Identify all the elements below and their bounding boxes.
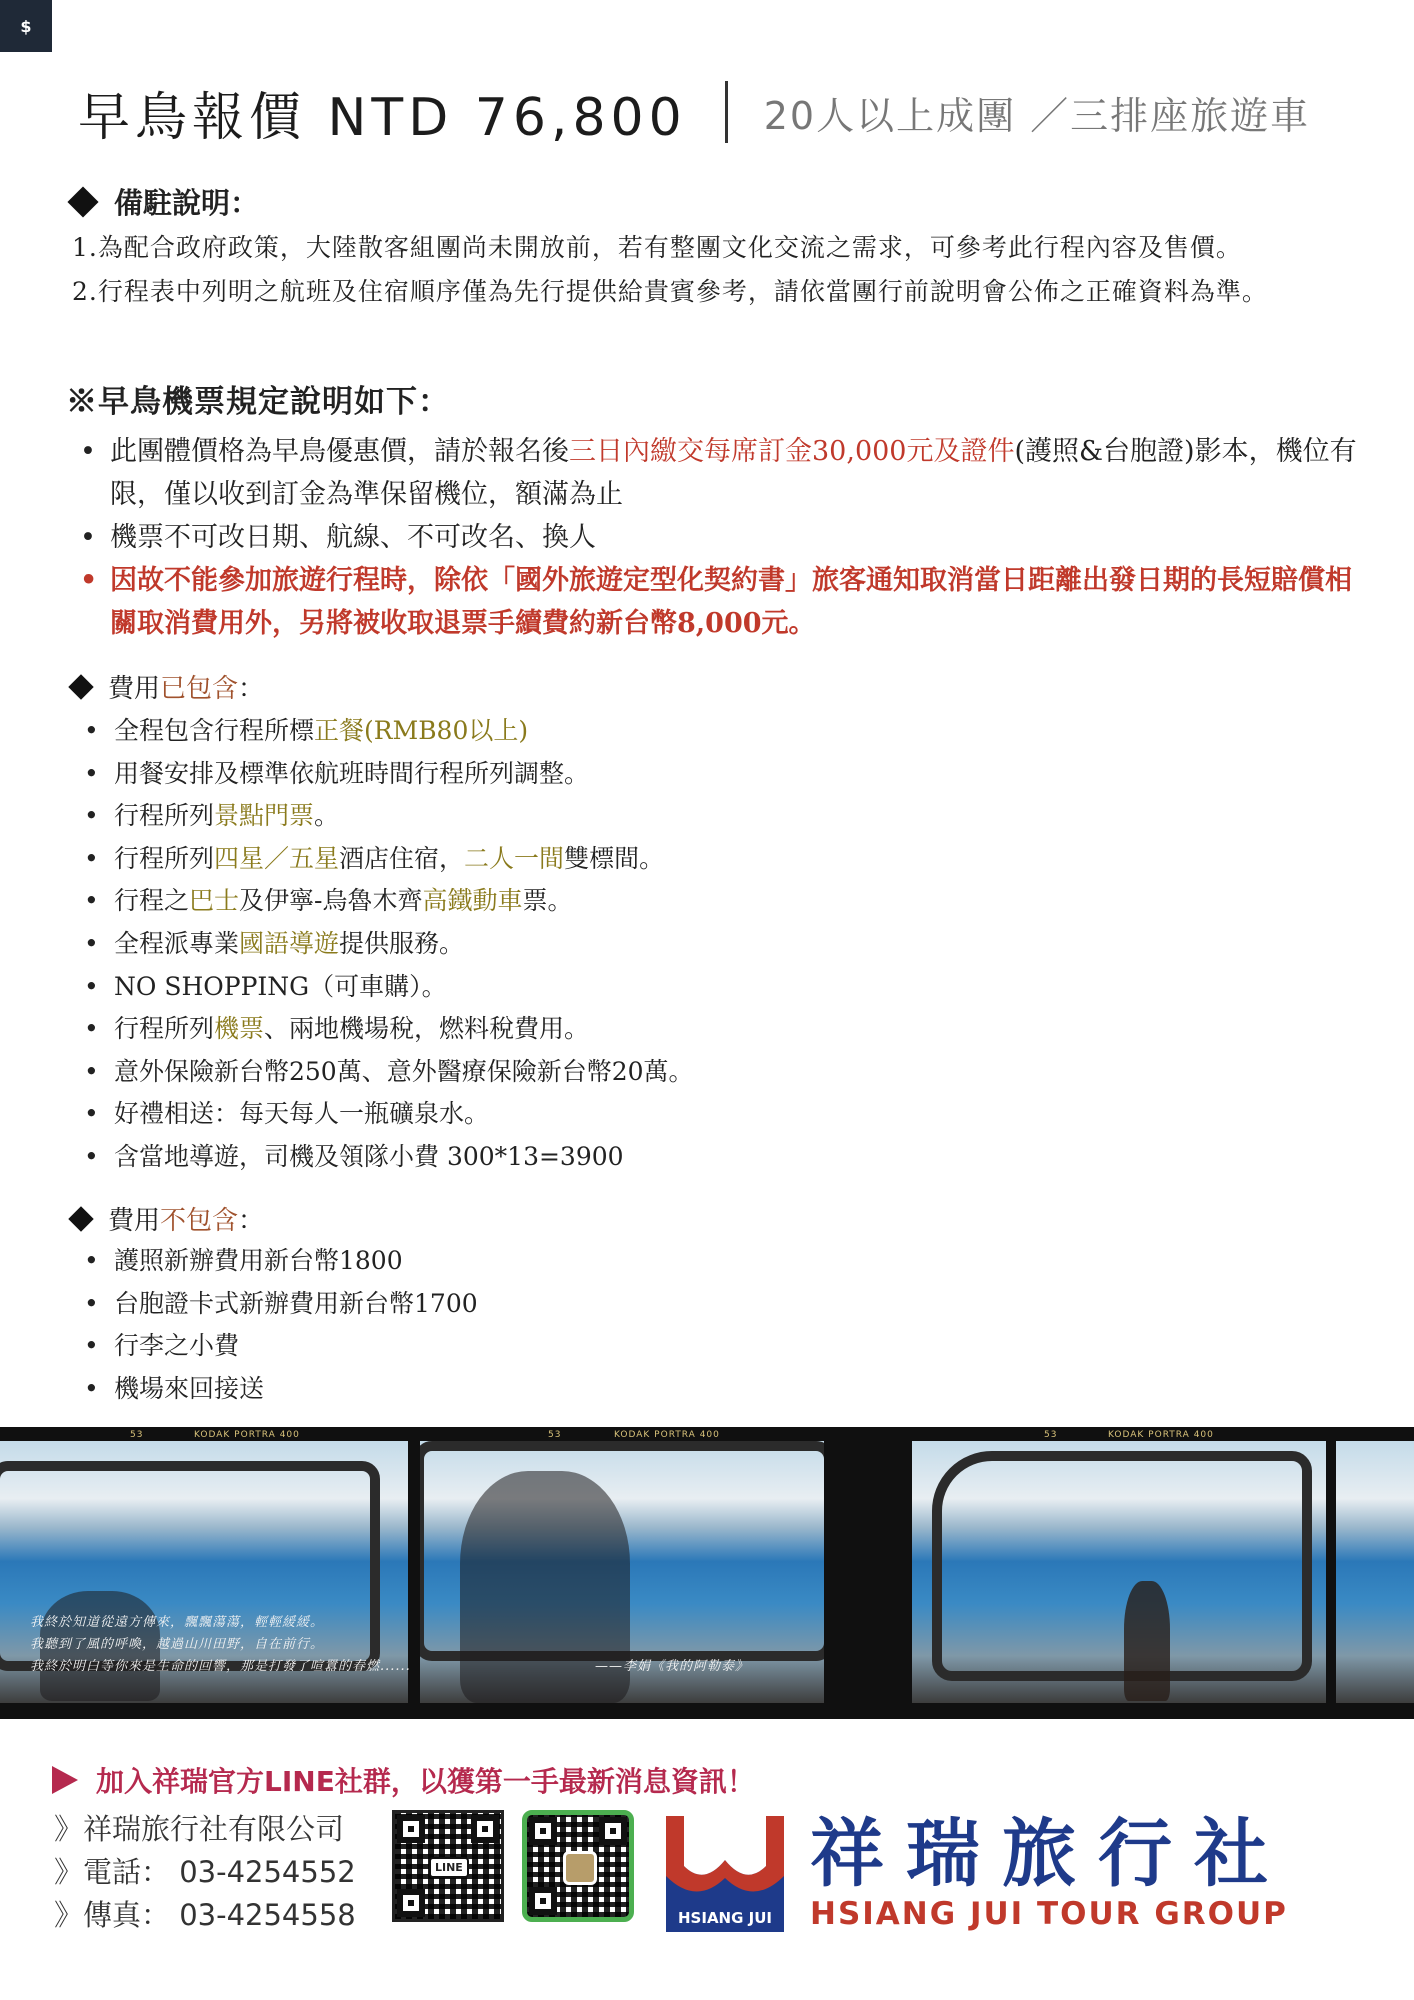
company-name: 》祥瑞旅行社有限公司 — [54, 1812, 345, 1846]
notes-item-2: 2.行程表中列明之航班及住宿順序僅為先行提供給貴賓參考，請依當團行前說明會公佈之正確資料為準。 — [72, 277, 1268, 306]
included-item-text: 提供服務。 — [339, 928, 465, 958]
included-title-a: 費用 — [108, 674, 161, 704]
logo-text: HSIANG JUI — [666, 1904, 784, 1932]
price-title: 早鳥報價 NTD 76,800 — [78, 87, 687, 148]
excluded-item: • 台胞證卡式新辦費用新台幣1700 — [84, 1283, 1284, 1326]
excluded-item: • 護照新辦費用新台幣1800 — [84, 1240, 1284, 1283]
included-item — [84, 1093, 1284, 1136]
film-label-1: KODAK PORTRA 400 — [194, 1430, 300, 1440]
included-item-text: 行程之 — [114, 886, 190, 916]
included-item-highlight: 高鐵動車 — [422, 886, 523, 916]
rule-deposit-text-b: (護照&台胞證)影本，機位有限，僅以收到訂金為準保留機位，額滿為止 — [110, 436, 1357, 510]
included-item-highlight: 二人一間 — [464, 843, 565, 873]
group-subtitle: 20人以上成團 ／三排座旅遊車 — [763, 93, 1311, 138]
wechat-qr-code-icon[interactable] — [522, 1810, 634, 1922]
included-item-text: 行程所列 — [114, 843, 215, 873]
included-item-text: 。 — [314, 801, 340, 831]
logo-emblem-icon — [666, 1816, 784, 1906]
included-item — [84, 1008, 1284, 1051]
film-strip-photo — [0, 1427, 1414, 1719]
included-item-highlight: 機票 — [214, 1014, 265, 1044]
corner-badge: $ — [0, 0, 52, 52]
excluded-item: • 行李之小費 — [84, 1325, 1284, 1368]
included-item — [84, 795, 1284, 838]
included-item-text: 票。 — [522, 886, 573, 916]
rule-deposit — [80, 430, 1370, 516]
included-item-text: 及伊寧-烏魯木齊 — [239, 886, 423, 916]
rule-cancellation: • 因故不能參加旅遊行程時，除依「國外旅遊定型化契約書」旅客通知取消當日距離出發日期的長短賠償相關取消費用外，另將被收取退票手續費約新台幣8,000元。 — [80, 559, 1370, 645]
included-item-text: 用餐安排及標準依航班時間行程所列調整。 — [114, 758, 590, 788]
film-frame-number-1: 53 — [130, 1430, 144, 1440]
included-item-text: 、兩地機場稅，燃料稅費用。 — [264, 1014, 590, 1044]
notes-heading — [68, 181, 259, 222]
included-item-highlight: 四星／五星 — [214, 843, 340, 873]
film-label-3: KODAK PORTRA 400 — [1108, 1430, 1214, 1440]
rule-deposit-highlight: 三日內繳交每席訂金30,000元及證件 — [569, 436, 1015, 467]
line-community-cta[interactable] — [52, 1760, 755, 1800]
included-item-text: NO SHOPPING（可車購）。 — [114, 971, 447, 1001]
included-item — [84, 923, 1284, 966]
notes-item-1: 1.為配合政府政策，大陸散客組團尚未開放前，若有整團文化交流之需求，可參考此行程內容及售價。 — [72, 233, 1242, 262]
included-list — [84, 710, 1284, 1179]
included-item — [84, 880, 1284, 923]
included-item-highlight: 景點門票 — [214, 801, 315, 831]
film-frame-3 — [912, 1441, 1326, 1703]
price-header — [78, 72, 1310, 152]
excluded-item: • 機場來回接送 — [84, 1368, 1284, 1411]
rule-no-change: • 機票不可改日期、航線、不可改名、換人 — [80, 516, 1370, 559]
company-fax: 》傳真： 03-4254558 — [54, 1898, 356, 1932]
company-phone[interactable]: 》電話： 03-4254552 — [54, 1855, 356, 1889]
included-item — [84, 1051, 1284, 1094]
film-label-2: KODAK PORTRA 400 — [614, 1430, 720, 1440]
header-divider — [725, 81, 728, 143]
brand-name-zh: 祥瑞旅行社 — [810, 1811, 1290, 1897]
early-bird-rules — [80, 430, 1370, 645]
included-item-text: 酒店住宿， — [339, 843, 465, 873]
included-item-text: 行程所列 — [114, 1014, 215, 1044]
early-bird-title: ※早鳥機票規定說明如下： — [66, 384, 450, 420]
excluded-list — [84, 1240, 1284, 1410]
included-item-text: 全程派專業 — [114, 928, 240, 958]
film-caption-line-3: 我終於明白等你來是生命的回響，那是打發了喧囂的春燃...... — [30, 1659, 411, 1674]
included-item-text: 好禮相送：每天每人一瓶礦泉水。 — [114, 1099, 490, 1129]
film-caption-line-2: 我聽到了風的呼喚，越過山川田野，自在前行。 — [30, 1637, 325, 1652]
included-item-text: 意外保險新台幣250萬、意外醫療保險新台幣20萬。 — [114, 1056, 694, 1086]
diamond-icon — [67, 186, 98, 217]
included-item-text: 含當地導遊，司機及領隊小費 300*13=3900 — [114, 1141, 624, 1171]
brand-name-en: HSIANG JUI TOUR GROUP — [810, 1896, 1288, 1932]
brand-name — [810, 1812, 1290, 1932]
included-title-colon: ： — [238, 674, 265, 704]
notes-title: 備駐說明： — [114, 186, 260, 220]
included-title-highlight: 已包含 — [160, 674, 239, 704]
film-frame-number-2: 53 — [548, 1430, 562, 1440]
film-caption — [30, 1612, 750, 1678]
included-item — [84, 1136, 1284, 1179]
film-frame-4 — [1336, 1441, 1414, 1703]
included-item-text: 全程包含行程所標 — [114, 716, 315, 745]
excluded-title-highlight: 不包含 — [160, 1206, 239, 1236]
line-badge-label: LINE — [429, 1857, 469, 1878]
line-cta-text: 加入祥瑞官方LINE社群，以獲第一手最新消息資訊！ — [96, 1765, 755, 1798]
excluded-heading — [68, 1200, 264, 1237]
included-item — [84, 838, 1284, 881]
hsiang-jui-logo — [666, 1816, 784, 1932]
included-item-text: 雙標間。 — [564, 843, 665, 873]
film-caption-author: ——李娟《我的阿勒泰》 — [595, 1659, 750, 1674]
line-qr-code-icon[interactable] — [392, 1810, 504, 1922]
included-heading — [68, 668, 264, 705]
excluded-title-a: 費用 — [108, 1206, 161, 1236]
company-info — [54, 1808, 356, 1937]
included-item-highlight: 巴士 — [189, 886, 240, 916]
diamond-icon — [68, 674, 93, 699]
qr-center-image — [563, 1851, 597, 1885]
included-item — [84, 753, 1284, 796]
included-item-highlight: 國語導遊 — [239, 928, 340, 958]
included-item-highlight: 正餐(RMB80以上) — [314, 716, 529, 745]
included-item — [84, 966, 1284, 1009]
included-item — [84, 710, 1284, 753]
included-item-text: 行程所列 — [114, 801, 215, 831]
film-caption-line-1: 我終於知道從遠方傳來，飄飄蕩蕩，輕輕緩緩。 — [30, 1615, 325, 1630]
rule-deposit-text-a: 此團體價格為早鳥優惠價，請於報名後 — [110, 436, 569, 467]
diamond-icon — [68, 1206, 93, 1231]
film-frame-number-3: 53 — [1044, 1430, 1058, 1440]
play-arrow-icon — [52, 1766, 78, 1794]
excluded-title-colon: ： — [238, 1206, 265, 1236]
